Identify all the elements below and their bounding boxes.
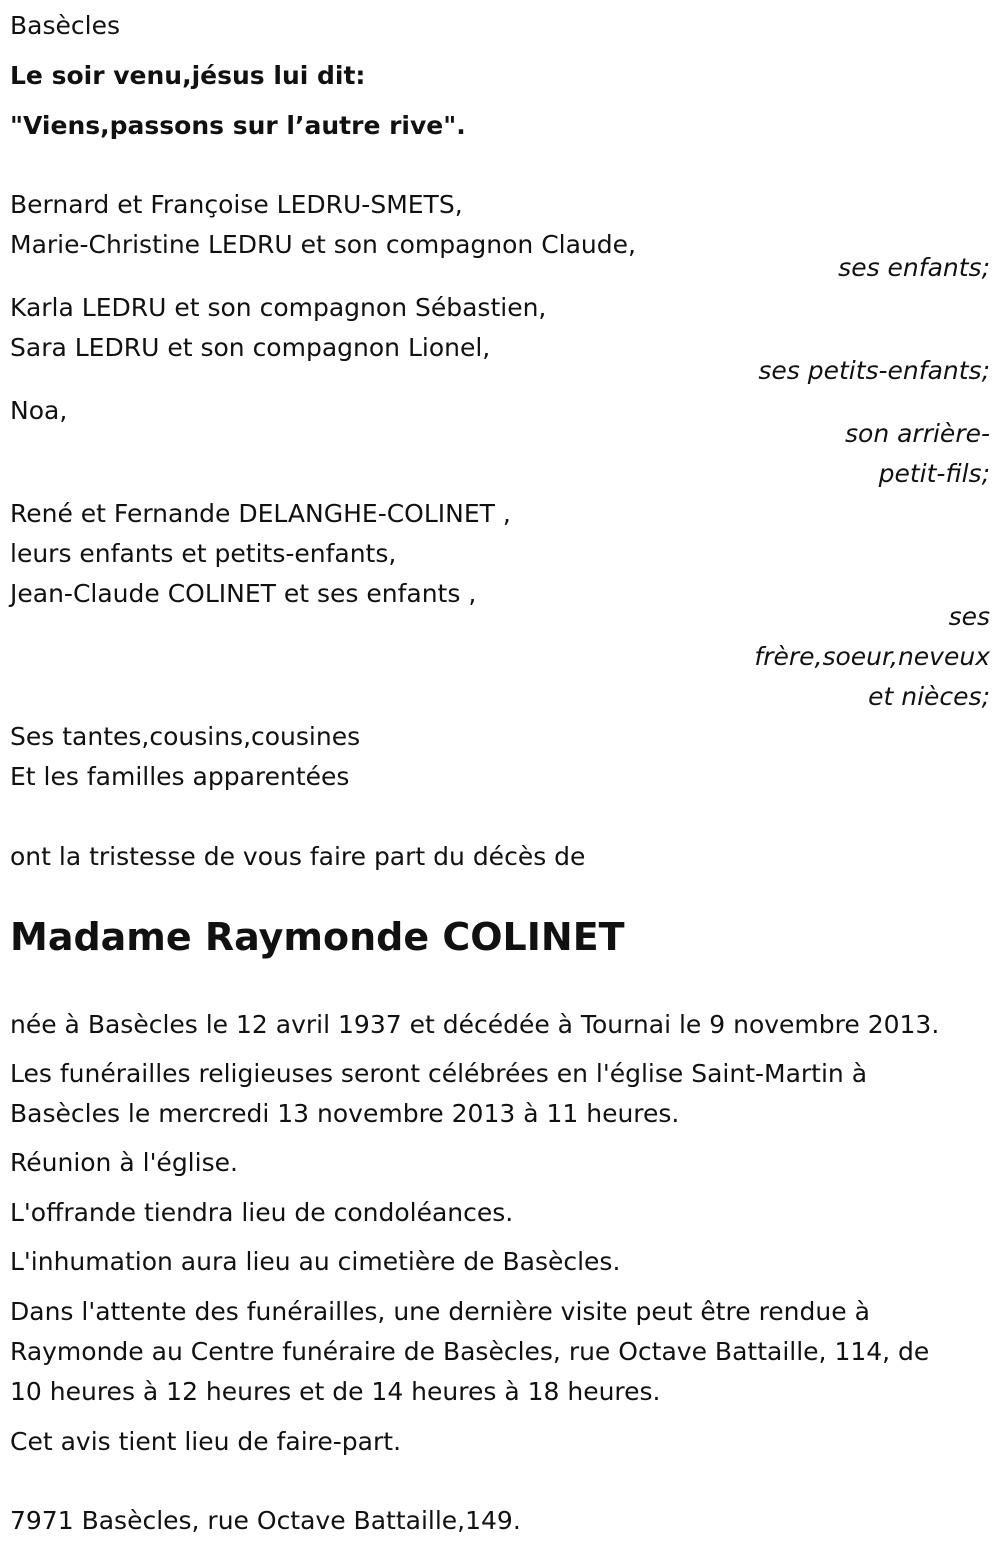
- detail-line: Raymonde au Centre funéraire de Basècles, rue Octave Battaille, 114, de: [10, 1337, 930, 1366]
- detail-line: née à Basècles le 12 avril 1937 et décédée à Tournai le 9 novembre 2013.: [10, 1010, 940, 1039]
- detail-line: Les funérailles religieuses seront célébrées en l'église Saint-Martin à: [10, 1059, 868, 1088]
- family-line: Bernard et Françoise LEDRU-SMETS,: [10, 190, 463, 219]
- address: 7971 Basècles, rue Octave Battaille,149.: [10, 1506, 521, 1535]
- relationship-label: son arrière-: [845, 419, 990, 448]
- detail-line: L'inhumation aura lieu au cimetière de Basècles.: [10, 1247, 621, 1276]
- announcement-text: ont la tristesse de vous faire part du décès de: [10, 842, 586, 871]
- deceased-name: Madame Raymonde COLINET: [10, 915, 625, 959]
- detail-line: Cet avis tient lieu de faire-part.: [10, 1427, 402, 1456]
- detail-line: L'offrande tiendra lieu de condoléances.: [10, 1198, 514, 1227]
- verse-line-1: Le soir venu,jésus lui dit:: [10, 61, 366, 90]
- family-line: Karla LEDRU et son compagnon Sébastien,: [10, 293, 547, 322]
- family-line: Noa,: [10, 396, 68, 425]
- family-line: René et Fernande DELANGHE-COLINET ,: [10, 499, 511, 528]
- relationship-label: ses enfants;: [838, 253, 990, 282]
- relationship-label: ses petits-enfants;: [758, 356, 990, 385]
- location-header: Basècles: [10, 11, 120, 40]
- family-line: Jean-Claude COLINET et ses enfants ,: [10, 579, 477, 608]
- relationship-label: petit-fils;: [878, 459, 990, 488]
- family-line: leurs enfants et petits-enfants,: [10, 539, 397, 568]
- relationship-label: ses: [948, 602, 990, 631]
- detail-line: Réunion à l'église.: [10, 1148, 238, 1177]
- detail-line: 10 heures à 12 heures et de 14 heures à 18 heures.: [10, 1377, 661, 1406]
- relationship-label: et nièces;: [868, 682, 990, 711]
- family-line: Marie-Christine LEDRU et son compagnon Claude,: [10, 230, 636, 259]
- detail-line: Dans l'attente des funérailles, une dernière visite peut être rendue à: [10, 1297, 870, 1326]
- family-line: Sara LEDRU et son compagnon Lionel,: [10, 333, 491, 362]
- relationship-label: frère,soeur,neveux: [754, 642, 990, 671]
- family-line: Et les familles apparentées: [10, 762, 350, 791]
- family-line: Ses tantes,cousins,cousines: [10, 722, 361, 751]
- detail-line: Basècles le mercredi 13 novembre 2013 à 11 heures.: [10, 1099, 680, 1128]
- verse-line-2: "Viens,passons sur l’autre rive".: [10, 111, 466, 140]
